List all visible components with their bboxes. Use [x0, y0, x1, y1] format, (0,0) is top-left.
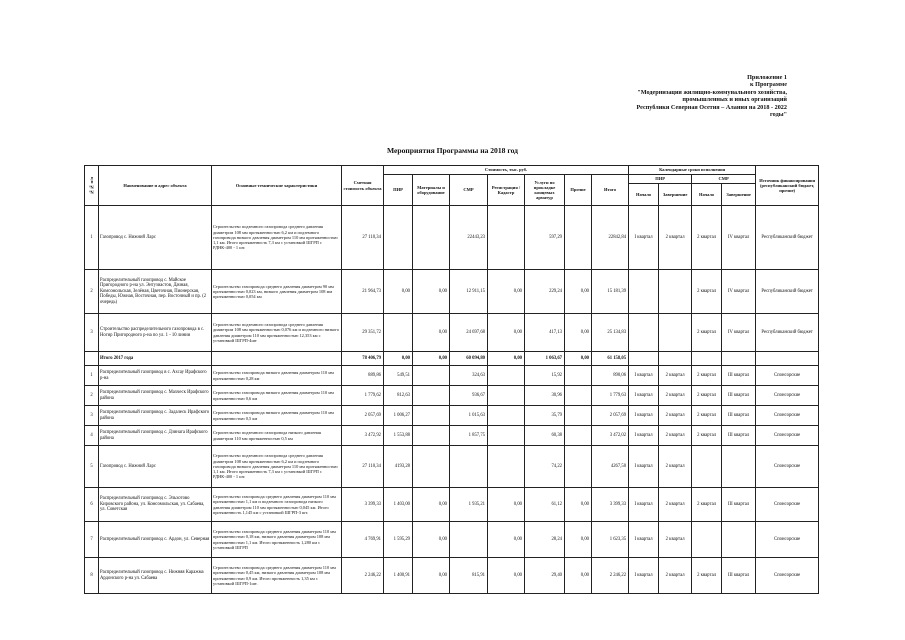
pir-end — [659, 314, 692, 352]
row-number: 3 — [85, 314, 99, 352]
header-cost-group: Стоимость, тыс. руб. — [384, 166, 629, 175]
total-label: Итого 2017 года — [99, 352, 212, 366]
tech-spec: Строительство газопровода низкого давления диаметром 110 мм протяженностью 0,6 км — [212, 386, 342, 406]
total-empty-cell — [659, 352, 692, 366]
pir-cost: 812,63 — [384, 386, 413, 406]
smr-end: IV квартал — [722, 314, 756, 352]
header-other: Прочие — [565, 175, 592, 206]
total-cost: 25 134,83 — [592, 314, 629, 352]
tech-spec: Строительство газопровода низкого давления диаметром 110 мм протяженностью 0,28 км — [212, 366, 342, 386]
table-row — [85, 270, 819, 314]
header-end: Завершение — [722, 184, 756, 206]
header-start: Начало — [629, 184, 659, 206]
row-number: 6 — [85, 488, 99, 522]
pir-end: 2 квартал — [659, 558, 692, 594]
estimated-cost: 3 472,92 — [342, 426, 384, 446]
table-row — [85, 558, 819, 594]
other-cost — [565, 386, 592, 406]
header-end: Завершение — [659, 184, 692, 206]
row-number: 8 — [85, 558, 99, 594]
registration-cost: 0,00 — [488, 314, 525, 352]
funding-source: Спонсорские — [756, 488, 819, 522]
registration-cost: 0,00 — [488, 270, 525, 314]
funding-source: Спонсорские — [756, 386, 819, 406]
estimated-cost: 21 964,73 — [342, 270, 384, 314]
estimated-cost: 889,86 — [342, 366, 384, 386]
registration-cost — [488, 406, 525, 426]
other-cost: 0,00 — [565, 522, 592, 558]
smr-cost: 12 911,15 — [450, 270, 488, 314]
smr-end: III квартал — [722, 558, 756, 594]
object-name: Строительство распределительного газопровода в с. Ногир Пригородного р-на по ул. 1 - 10 линии — [99, 314, 212, 352]
pir-start: I квартал — [629, 558, 659, 594]
materials-cost: 0,00 — [413, 314, 450, 352]
object-name: Распределительный газопровод с. Дзинага Ирафского района — [99, 426, 212, 446]
pir-start: I квартал — [629, 488, 659, 522]
row-number: 2 — [85, 386, 99, 406]
total-reg: 0,00 — [488, 352, 525, 366]
pir-start: I квартал — [629, 406, 659, 426]
pir-cost — [384, 206, 413, 270]
services-cost: 15,92 — [525, 366, 565, 386]
row-number: 4 — [85, 426, 99, 446]
pir-cost: 1 553,88 — [384, 426, 413, 446]
smr-cost: 22443,23 — [450, 206, 488, 270]
header-num: №№ п/п — [85, 166, 99, 206]
pir-end: 2 квартал — [659, 206, 692, 270]
total-empty-cell — [756, 352, 819, 366]
row-number: 2 — [85, 270, 99, 314]
services-cost: 28,24 — [525, 522, 565, 558]
smr-end: IV квартал — [722, 270, 756, 314]
total-svc: 1 063,67 — [525, 352, 565, 366]
pir-cost: 1 595,29 — [384, 522, 413, 558]
table-row — [85, 366, 819, 386]
row-number: 5 — [85, 446, 99, 488]
smr-start: 2 квартал — [692, 366, 722, 386]
total-mat: 0,00 — [413, 352, 450, 366]
pir-end: 2 квартал — [659, 366, 692, 386]
object-name: Распределительный газопровод с. Эльхотово Кировского района, ул. Комсомольская, ул. Сабаева, ул. Советская — [99, 488, 212, 522]
smr-end: IV квартал — [722, 206, 756, 270]
smr-end: III квартал — [722, 426, 756, 446]
services-cost: 74,22 — [525, 446, 565, 488]
object-name: Газопровод с. Нижний Ларс — [99, 446, 212, 488]
table-row — [85, 522, 819, 558]
funding-source: Республиканский бюджет — [756, 270, 819, 314]
row-number: 7 — [85, 522, 99, 558]
pir-end: 2 квартал — [659, 488, 692, 522]
appendix-header — [527, 74, 787, 118]
estimated-cost: 2 246,22 — [342, 558, 384, 594]
smr-cost — [450, 446, 488, 488]
header-gas-connection: Услуги по прокладке концевых арматур — [525, 175, 565, 206]
tech-spec: Строительство газопровода среднего давления диаметром 110 мм протяженностью 0,18 км, низкого давления диаметром 108 мм протяженностью 1,1 км. Итого протяженность 1,280 км с установкой ШГРП — [212, 522, 342, 558]
total-cost: 15 181,39 — [592, 270, 629, 314]
table-row — [85, 206, 819, 270]
table-row — [85, 314, 819, 352]
services-cost: 417,13 — [525, 314, 565, 352]
smr-cost: 936,67 — [450, 386, 488, 406]
estimated-cost: 27 110,34 — [342, 446, 384, 488]
smr-start: 2 квартал — [692, 558, 722, 594]
smr-start: 2 квартал — [692, 206, 722, 270]
estimated-cost: 3 399,33 — [342, 488, 384, 522]
smr-cost: 1 015,63 — [450, 406, 488, 426]
pir-end: 2 квартал — [659, 522, 692, 558]
pir-start: I квартал — [629, 366, 659, 386]
pir-cost: 549,51 — [384, 366, 413, 386]
materials-cost: 0,00 — [413, 558, 450, 594]
smr-end — [722, 522, 756, 558]
tech-spec: Строительство газопровода среднего давления диаметром 110 мм протяженностью 1,1 км и подземного газопровода низкого давления диаметром 110 мм протяженностью 0,045 км. Итого протяженность 1,145 км с установкой ШГРП-3 шт. — [212, 488, 342, 522]
funding-source: Спонсорские — [756, 558, 819, 594]
other-cost — [565, 446, 592, 488]
header-start: Начало — [692, 184, 722, 206]
funding-source: Спонсорские — [756, 366, 819, 386]
tech-spec: Строительство подземного газопровода среднего давления диаметром 108 мм протяженностью 6,2 км и подземного газопровода низкого давления диаметром 110 мм протяженностью 1,1 км. Итого протяженность 7,3 км с установкой ШГРП с РДНК-400 - 1 шт. — [212, 206, 342, 270]
estimated-cost: 2 057,69 — [342, 406, 384, 426]
total-row — [85, 352, 819, 366]
object-name: Распределительный газопровод в с. Ахсау Ирафского р-на — [99, 366, 212, 386]
pir-cost: 0,00 — [384, 270, 413, 314]
table-row — [85, 488, 819, 522]
funding-source: Спонсорские — [756, 426, 819, 446]
funding-source: Спонсорские — [756, 446, 819, 488]
funding-source: Спонсорские — [756, 522, 819, 558]
program-table — [84, 165, 819, 594]
object-name: Распределительный газопровод с. Майское Пригородного р-на ул. Энтузиастов, Дачная, Комсомольская, Зелёная, Цветочная, Пионерская, Победы, Южная, Восточная, пер. Восточный и пр. (2 очередь) — [99, 270, 212, 314]
pir-cost — [384, 314, 413, 352]
total-cost: 890,06 — [592, 366, 629, 386]
smr-start: 2 квартал — [692, 270, 722, 314]
services-cost: 60,38 — [525, 426, 565, 446]
services-cost: 597,29 — [525, 206, 565, 270]
pir-end: 2 квартал — [659, 426, 692, 446]
services-cost: 229,24 — [525, 270, 565, 314]
funding-source: Республиканский бюджет — [756, 206, 819, 270]
object-name: Газопровод с. Нижний Ларс — [99, 206, 212, 270]
pir-end — [659, 270, 692, 314]
header-name: Наименование и адрес объекта — [99, 166, 212, 206]
appendix-line: Республики Северная Осетия – Алания на 2018 - 2022 — [636, 103, 787, 111]
other-cost — [565, 366, 592, 386]
tech-spec: Строительство подземного газопровода низкого давления диаметром 110 мм протяженностью 0,5 км — [212, 426, 342, 446]
row-number: 3 — [85, 406, 99, 426]
header-source: Источник финансирования (республиканский бюджет, прочие) — [756, 166, 819, 206]
materials-cost: 0,00 — [413, 488, 450, 522]
materials-cost: 0,00 — [413, 522, 450, 558]
registration-cost — [488, 446, 525, 488]
registration-cost — [488, 426, 525, 446]
appendix-line: к Программе — [750, 81, 787, 89]
table-row — [85, 386, 819, 406]
object-name: Распределительный газопровод с. Задалеск Ирафского района — [99, 406, 212, 426]
header-cost: Сметная стоимость объекта — [342, 166, 384, 206]
estimated-cost: 4 769,91 — [342, 522, 384, 558]
total-cost: 78 406,79 — [342, 352, 384, 366]
services-cost: 61,12 — [525, 488, 565, 522]
estimated-cost: 1 779,62 — [342, 386, 384, 406]
header-total: Итого — [592, 175, 629, 206]
materials-cost — [413, 406, 450, 426]
pir-end: 2 квартал — [659, 406, 692, 426]
other-cost — [565, 206, 592, 270]
smr-end — [722, 446, 756, 488]
total-cost: 1 623,35 — [592, 522, 629, 558]
total-empty-cell — [629, 352, 659, 366]
other-cost: 0,00 — [565, 314, 592, 352]
registration-cost: 0,00 — [488, 522, 525, 558]
total-oth: 0,00 — [565, 352, 592, 366]
header-pir: ПИР — [384, 175, 413, 206]
pir-start: I квартал — [629, 522, 659, 558]
smr-cost: 324,63 — [450, 366, 488, 386]
tech-spec: Строительство газопровода среднего давления диаметром 110 мм протяженностью 0,45 км, низкого давления диаметром 108 мм протяженностью 0,9 км. Итого протяженность 1,35 км с установкой ШГРП-1шт. — [212, 558, 342, 594]
tech-spec: Строительство подземного газопровода среднего давления диаметром 108 мм протяженностью 0,076 км и подземного низкого давления диаметром 110 мм протяженностью 12,353 км с установкой ШГРП-4шт — [212, 314, 342, 352]
table-row — [85, 406, 819, 426]
pir-start: I квартал — [629, 206, 659, 270]
smr-start: 2 квартал — [692, 406, 722, 426]
registration-cost: 0,00 — [488, 488, 525, 522]
other-cost: 0,00 — [565, 558, 592, 594]
pir-start: I квартал — [629, 426, 659, 446]
total-empty-cell — [692, 352, 722, 366]
smr-end: III квартал — [722, 406, 756, 426]
object-name: Распределительный газопровод с. Махческ Ирафского района — [99, 386, 212, 406]
smr-start: 2 квартал — [692, 314, 722, 352]
registration-cost — [488, 366, 525, 386]
appendix-line: промышленных и иных организаций — [682, 96, 787, 104]
object-name: Распределительный газопровод с. Нижняя Каражма Ардонского р-на ул. Сабаева — [99, 558, 212, 594]
other-cost — [565, 406, 592, 426]
table-row — [85, 426, 819, 446]
total-tot: 61 158,05 — [592, 352, 629, 366]
smr-start — [692, 522, 722, 558]
document-title: Мероприятия Программы на 2018 год — [386, 146, 519, 155]
materials-cost — [413, 206, 450, 270]
funding-source: Спонсорские — [756, 406, 819, 426]
total-empty-cell — [212, 352, 342, 366]
estimated-cost: 29 351,72 — [342, 314, 384, 352]
other-cost — [565, 426, 592, 446]
smr-start: 2 квартал — [692, 386, 722, 406]
smr-cost — [450, 522, 488, 558]
smr-cost: 815,91 — [450, 558, 488, 594]
appendix-line: годы" — [770, 111, 787, 119]
smr-start: 2 квартал — [692, 488, 722, 522]
total-cost: 3 472,02 — [592, 426, 629, 446]
other-cost: 0,00 — [565, 488, 592, 522]
object-name: Распределительный газопровод с. Ардон, ул. Северная — [99, 522, 212, 558]
materials-cost — [413, 446, 450, 488]
smr-cost: 1 857,75 — [450, 426, 488, 446]
total-cost: 2 246,22 — [592, 558, 629, 594]
materials-cost — [413, 366, 450, 386]
pir-start — [629, 270, 659, 314]
pir-cost: 4193,28 — [384, 446, 413, 488]
smr-end: III квартал — [722, 366, 756, 386]
total-cost: 22842,84 — [592, 206, 629, 270]
row-number: 1 — [85, 206, 99, 270]
row-number: 1 — [85, 366, 99, 386]
total-smr: 60 094,80 — [450, 352, 488, 366]
total-cost: 4267,50 — [592, 446, 629, 488]
appendix-line: Приложение 1 — [747, 74, 787, 81]
registration-cost — [488, 386, 525, 406]
total-cost: 3 399,33 — [592, 488, 629, 522]
appendix-line: "Модернизация жилищно-коммунального хозяйства, — [637, 88, 787, 96]
smr-end: III квартал — [722, 386, 756, 406]
header-materials: Материалы и оборудование — [413, 175, 450, 206]
header-schedule-group: Календарные сроки исполнения — [629, 166, 756, 175]
smr-cost: 1 935,21 — [450, 488, 488, 522]
pir-end: 2 квартал — [659, 386, 692, 406]
services-cost: 30,96 — [525, 386, 565, 406]
services-cost: 35,79 — [525, 406, 565, 426]
estimated-cost: 27 110,34 — [342, 206, 384, 270]
pir-start: I квартал — [629, 386, 659, 406]
total-cost: 2 057,69 — [592, 406, 629, 426]
header-registration: Регистрация /Кадастр — [488, 175, 525, 206]
materials-cost — [413, 426, 450, 446]
total-empty-cell — [722, 352, 756, 366]
header-smr-schedule: СМР — [692, 175, 756, 184]
tech-spec: Строительство газопровода среднего давления диаметром 90 мм протяженностью 0,023 км, низкого давления диаметром 108 мм протяженностью 0,054 км — [212, 270, 342, 314]
total-empty-cell — [85, 352, 99, 366]
pir-start: I квартал — [629, 446, 659, 488]
header-pir-schedule: ПИР — [629, 175, 692, 184]
services-cost: 29,40 — [525, 558, 565, 594]
registration-cost: 0,00 — [488, 558, 525, 594]
registration-cost — [488, 206, 525, 270]
total-cost: 1 779,63 — [592, 386, 629, 406]
pir-cost: 1 400,91 — [384, 558, 413, 594]
table-row — [85, 446, 819, 488]
pir-end: 2 квартал — [659, 446, 692, 488]
smr-cost: 24 697,68 — [450, 314, 488, 352]
smr-end: III квартал — [722, 488, 756, 522]
pir-cost: 1 006,27 — [384, 406, 413, 426]
materials-cost — [413, 386, 450, 406]
total-pir: 0,00 — [384, 352, 413, 366]
smr-start: 2 квартал — [692, 426, 722, 446]
pir-cost: 1 403,00 — [384, 488, 413, 522]
smr-start — [692, 446, 722, 488]
tech-spec: Строительство подземного газопровода среднего давления диаметром 108 мм протяженностью 6,2 км и подземного газопровода низкого давления диаметром 110 мм протяженностью 1,1 км. Итого протяженность 7,3 км с установкой ШГРП с РДНК-400 - 1 шт. — [212, 446, 342, 488]
tech-spec: Строительство газопровода низкого давления диаметром 110 мм протяженностью 0,5 км — [212, 406, 342, 426]
materials-cost: 0,00 — [413, 270, 450, 314]
header-tech: Основные технические характеристики — [212, 166, 342, 206]
other-cost: 0,00 — [565, 270, 592, 314]
funding-source: Республиканский бюджет — [756, 314, 819, 352]
header-smr: СМР — [450, 175, 488, 206]
pir-start — [629, 314, 659, 352]
